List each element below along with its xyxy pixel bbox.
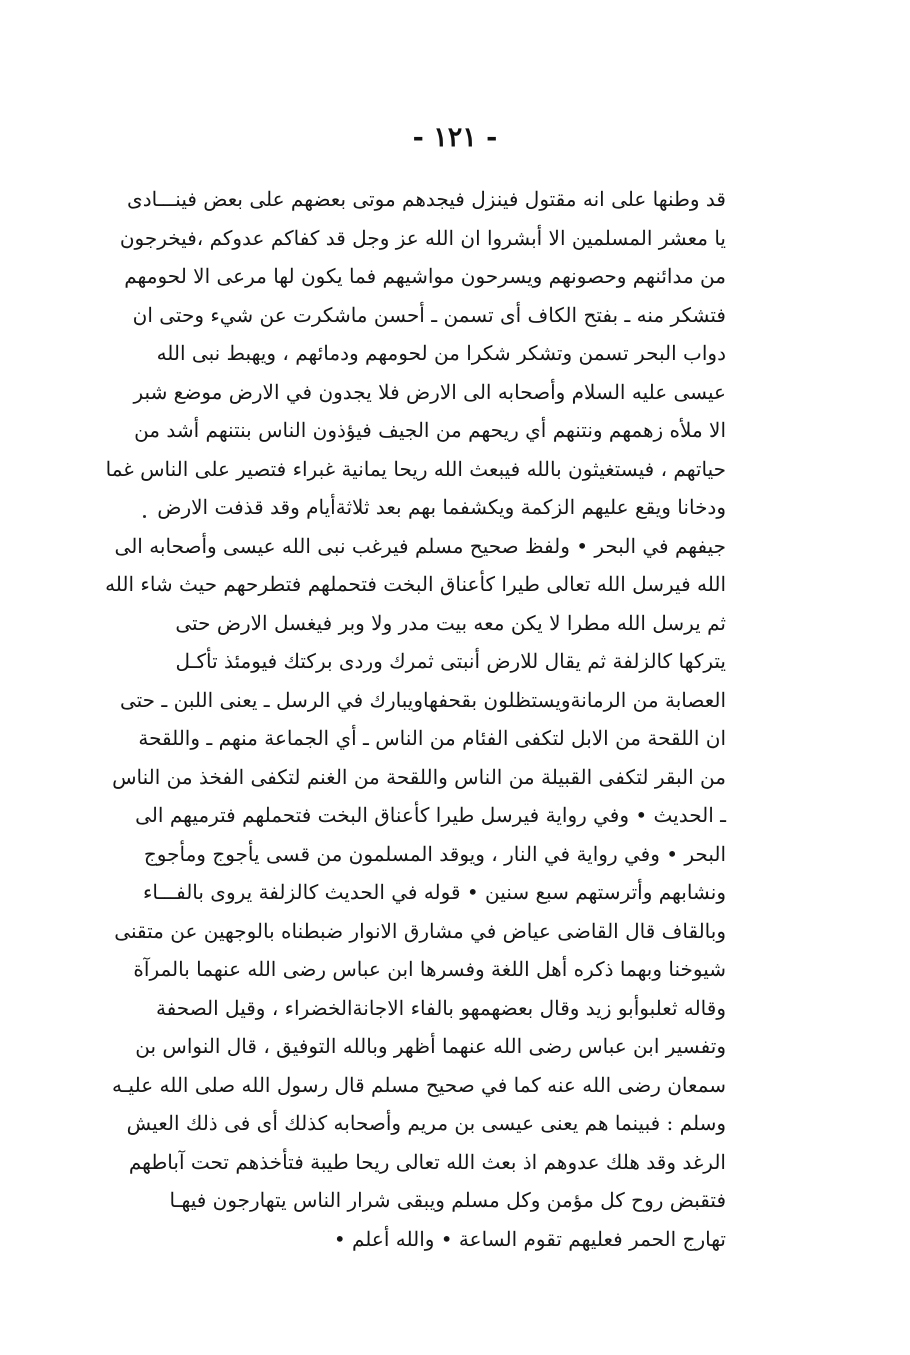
text-line: عيسى عليه السلام وأصحابه الى الارض فلا يجدون في الارض موضع شبر bbox=[133, 379, 726, 404]
ink-speck bbox=[143, 515, 146, 518]
text-line: شيوخنا وبهما ذكره أهل اللغة وفسرها ابن عباس رضى الله عنهما بالمرآة bbox=[133, 957, 726, 981]
text-line: حياتهم ، فيستغيثون بالله فيبعث الله ريحا يمانية غبراء فتصير على الناس غما bbox=[105, 456, 726, 481]
text-line: دواب البحر تسمن وتشكر شكرا من لحومهم ودمائهم ، ويهبط نبى الله bbox=[156, 341, 726, 365]
text-line: سمعان رضى الله عنه كما في صحيح مسلم قال رسول الله صلى الله عليـه bbox=[111, 1072, 726, 1097]
text-line: من البقر لتكفى القبيلة من الناس واللقحة من الغنم لتكفى الفخذ من الناس bbox=[112, 764, 726, 789]
text-line: وتفسير ابن عباس رضى الله عنهما أظهر وبالله التوفيق ، قال النواس بن bbox=[135, 1034, 726, 1058]
text-line: العصابة من الرمانةويستظلون بقحفهاويبارك في الرسل ـ يعنى اللبن ـ حتى bbox=[119, 687, 726, 712]
text-line: قد وطنها على انه مقتول فينزل فيجدهم موتى بعضهم على بعض فينـــادى bbox=[127, 187, 726, 211]
text-line: ان اللقحة من الابل لتكفى الفئام من الناس ـ أي الجماعة منهم ـ واللقحة bbox=[138, 726, 726, 750]
text-line: فتشكر منه ـ بفتح الكاف أى تسمن ـ أحسن ماشكرت عن شيء وحتى ان bbox=[132, 302, 726, 327]
text-line: وسلم : فبينما هم يعنى عيسى بن مريم وأصحابه كذلك أى فى ذلك العيش bbox=[126, 1111, 726, 1135]
text-line: الله فيرسل الله تعالى طيرا كأعناق البخت فتحملهم فتطرحهم حيث شاء الله bbox=[105, 572, 726, 596]
text-line: الا ملأه زهمهم ونتنهم أي ريحهم من الجيف فيؤذون الناس بنتنهم أشد من bbox=[134, 418, 726, 442]
text-line: وقاله ثعلبوأبو زيد وقال بعضهمهو بالفاء الاجانةالخضراء ، وقيل الصحفة bbox=[155, 995, 726, 1020]
text-line: ثم يرسل الله مطرا لا يكن معه بيت مدر ولا وبر فيغسل الارض حتى bbox=[175, 610, 726, 635]
body-text bbox=[105, 180, 726, 1258]
text-line: تهارج الحمر فعليهم تقوم الساعة • والله أعلم • bbox=[333, 1226, 726, 1251]
text-line: فتقبض روح كل مؤمن وكل مسلم ويبقى شرار الناس يتهارجون فيهـا bbox=[169, 1188, 726, 1212]
text-line: جيفهم في البحر • ولفظ صحيح مسلم فيرغب نبى الله عيسى وأصحابه الى bbox=[114, 533, 726, 558]
text-line: وبالقاف قال القاضى عياض في مشارق الانوار ضبطناه بالوجهين عن متقنى bbox=[114, 918, 726, 943]
text-line: البحر • وفي رواية في النار ، ويوقد المسلمون من قسى يأجوج ومأجوج bbox=[143, 841, 726, 866]
text-line: الرغد وقد هلك عدوهم اذ بعث الله تعالى ريحا طيبة فتأخذهم تحت آباطهم bbox=[128, 1149, 726, 1174]
text-line: يا معشر المسلمين الا أبشروا ان الله عز وجل قد كفاكم عدوكم ،فيخرجون bbox=[119, 225, 726, 250]
page-number: - ١٢١ - bbox=[412, 122, 498, 153]
text-line: ونشابهم وأترستهم سبع سنين • قوله في الحديث كالزلفة يروى بالفـــاء bbox=[143, 880, 726, 904]
text-line: يتركها كالزلفة ثم يقال للارض أنبتى ثمرك وردى بركتك فيومئذ تأكـل bbox=[175, 649, 726, 673]
text-line: ـ الحديث • وفي رواية فيرسل طيرا كأعناق البخت فتحملهم فترميهم الى bbox=[135, 803, 726, 827]
text-line: ودخانا ويقع عليهم الزكمة ويكشفما بهم بعد ثلاثةأيام وقد قذفت الارض bbox=[157, 495, 726, 519]
text-line: من مدائنهم وحصونهم ويسرحون مواشيهم فما يكون لها مرعى الا لحومهم bbox=[124, 264, 726, 288]
